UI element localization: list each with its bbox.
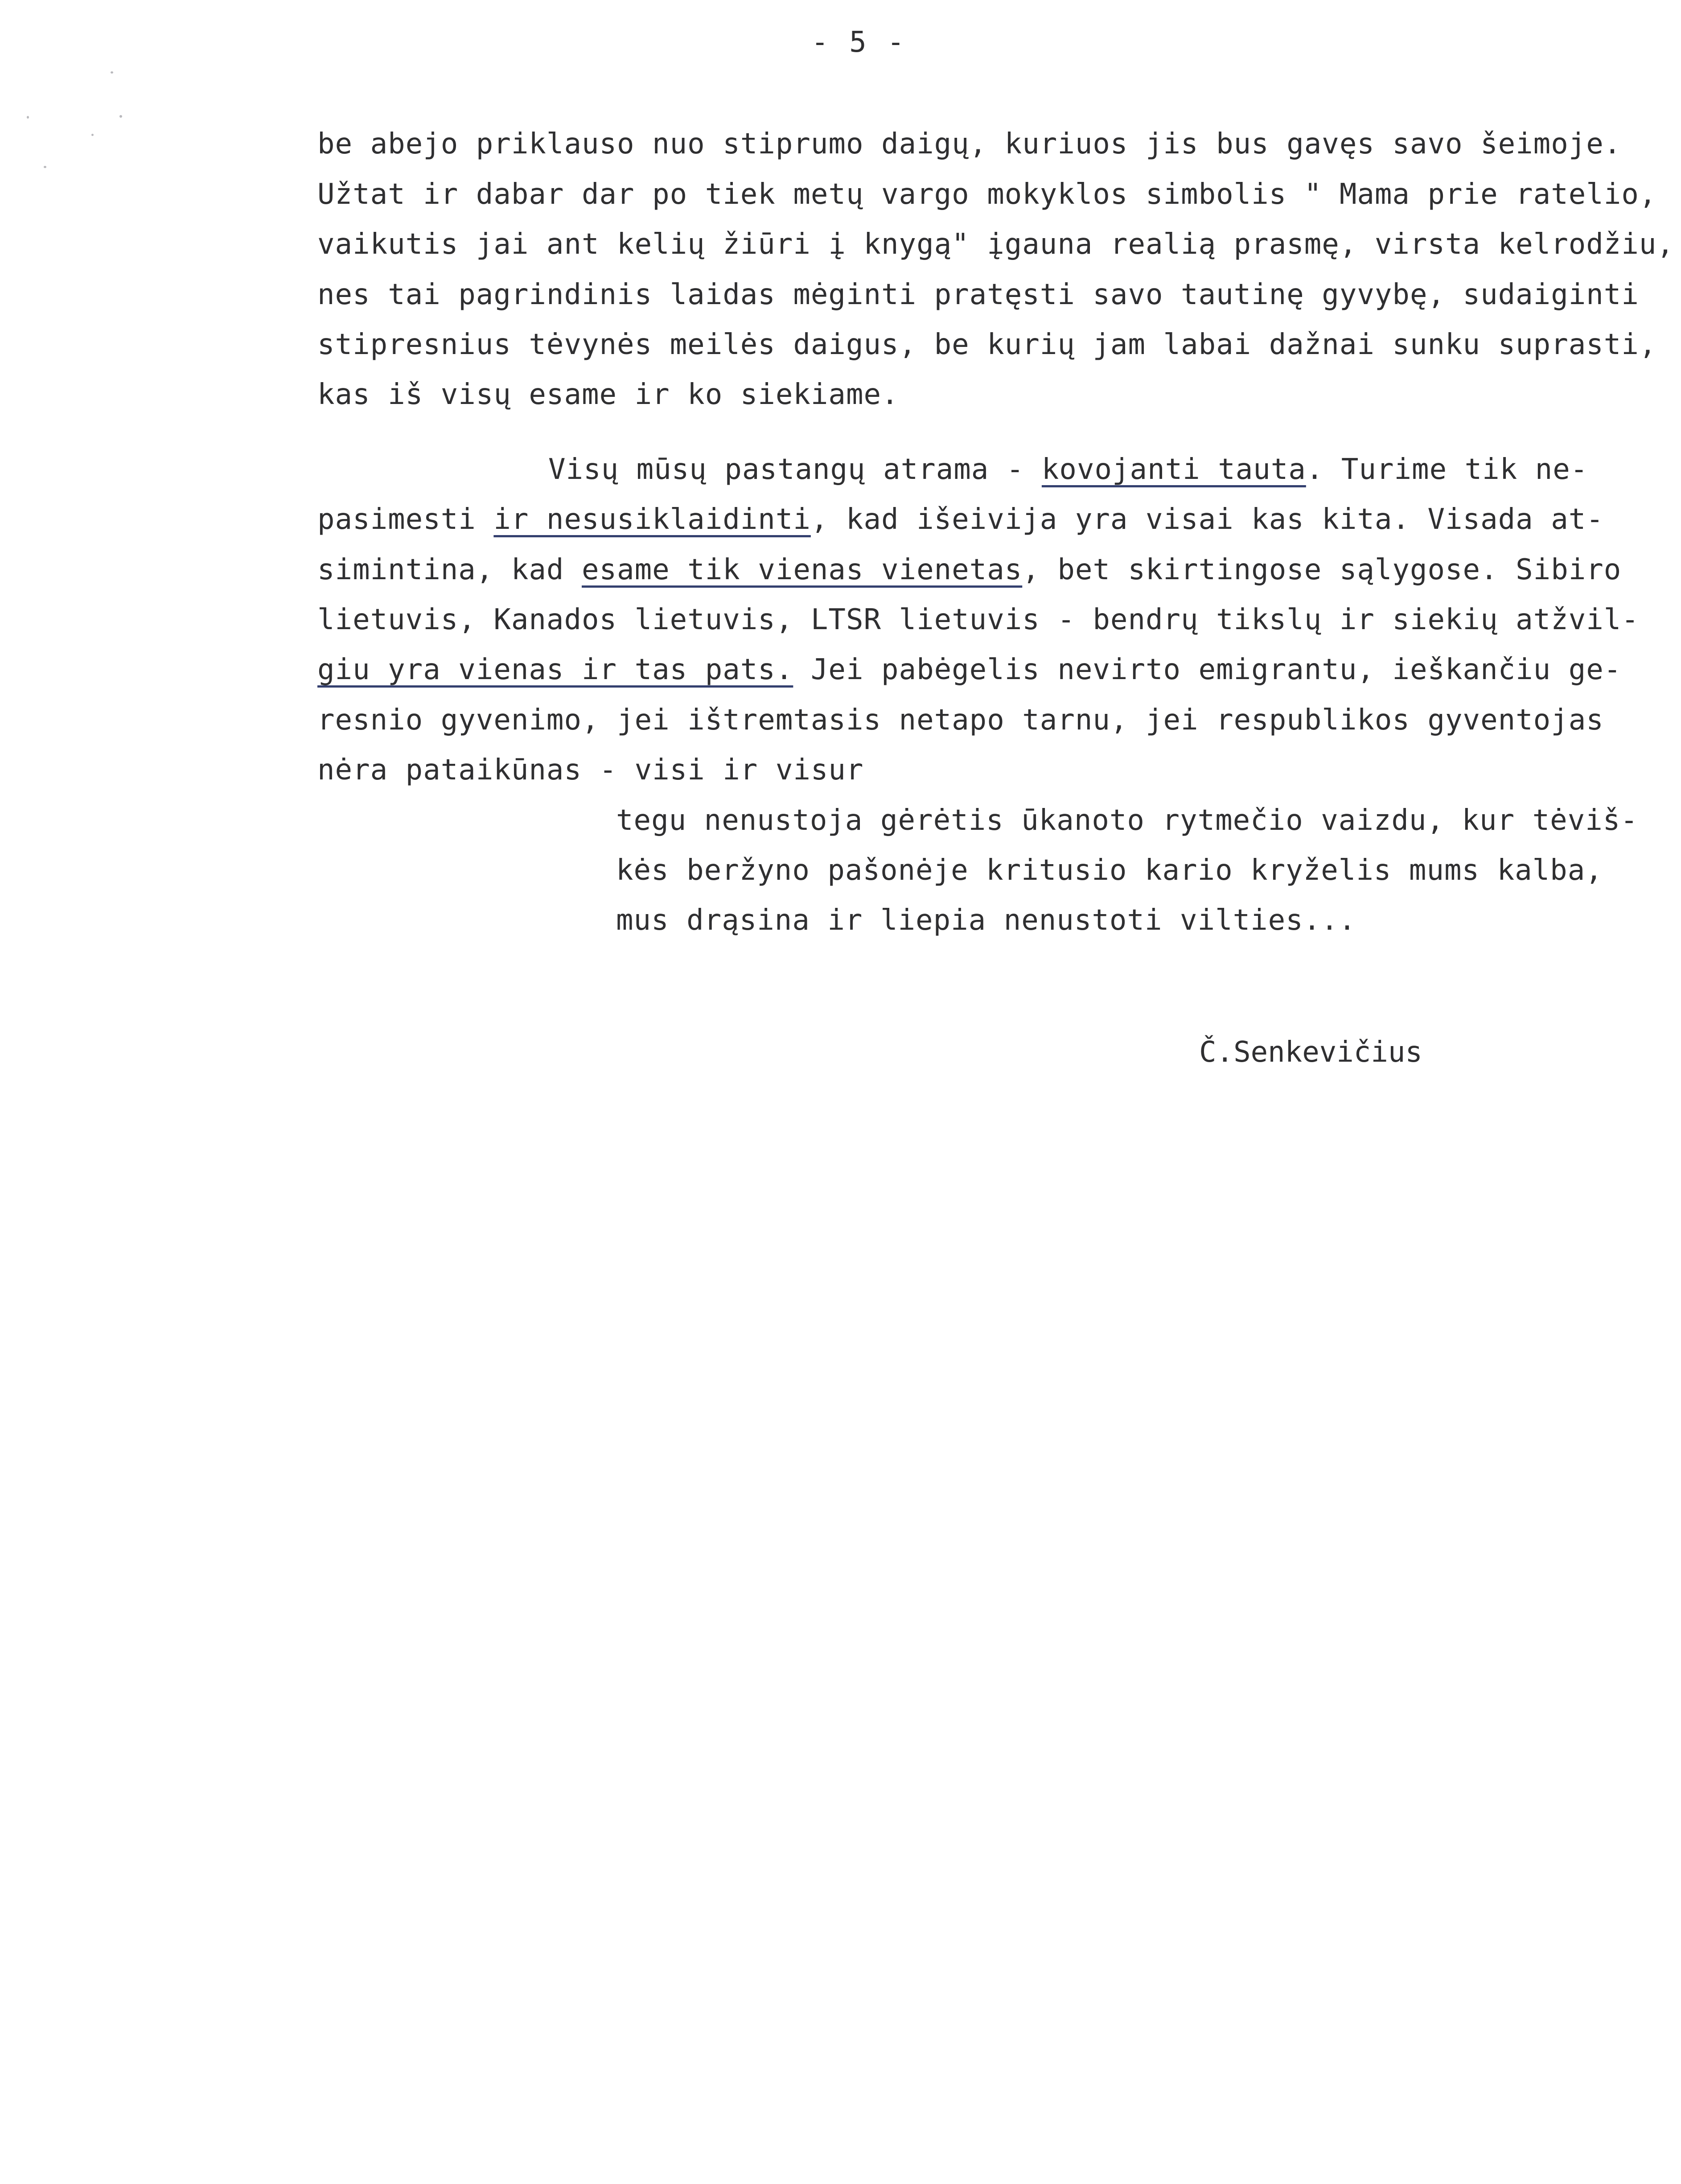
scan-speck — [44, 166, 46, 168]
paragraph-1-line-1: be abejo priklauso nuo stiprumo daigų, kuriuos jis bus gavęs savo šeimoje. — [317, 128, 1622, 161]
underlined-phrase: ir nesusiklaidinti — [493, 503, 811, 536]
scan-speck — [111, 71, 113, 74]
text-segment: , kad išeivija yra visai kas kita. Visada at- — [810, 503, 1604, 536]
paragraph-2-line-6: resnio gyvenimo, jei ištremtasis netapo tarnu, jei respublikos gyventojas — [317, 704, 1604, 737]
paragraph-2-line-7: nėra pataikūnas - visi ir visur — [317, 754, 864, 787]
page-number: - 5 - — [811, 26, 906, 59]
scan-speck — [91, 134, 94, 136]
paragraph-1-line-6: kas iš visų esame ir ko siekiame. — [317, 378, 899, 411]
text-segment: , bet skirtingose sąlygose. Sibiro — [1022, 553, 1622, 586]
paragraph-2-line-1 — [548, 452, 1588, 487]
paragraph-2-line-2 — [317, 502, 1604, 537]
underlined-phrase: kovojanti tauta — [1041, 453, 1306, 486]
quote-line-1: tegu nenustoja gėrėtis ūkanoto rytmečio vaizdu, kur tėviš- — [616, 804, 1638, 837]
text-segment: Jei pabėgelis nevirto emigrantu, ieškančiu ge- — [793, 653, 1622, 686]
quote-line-2: kės beržyno pašonėje kritusio kario kryželis mums kalba, — [616, 854, 1603, 887]
signature: Č.Senkevičius — [1199, 1036, 1422, 1069]
underlined-phrase: esame tik vienas vienetas — [581, 553, 1023, 586]
text-segment: simintina, kad — [317, 553, 582, 586]
scan-speck — [27, 116, 29, 119]
text-segment: pasimesti — [317, 503, 494, 536]
paragraph-1-line-3: vaikutis jai ant kelių žiūri į knygą" įgauna realią prasmę, virsta kelrodžiu, — [317, 228, 1674, 261]
text-segment: Visų mūsų pastangų atrama - — [548, 453, 1042, 486]
paragraph-2-line-4: lietuvis, Kanados lietuvis, LTSR lietuvis - bendrų tikslų ir siekių atžvil- — [317, 603, 1639, 636]
paragraph-2-line-5 — [317, 652, 1621, 688]
paragraph-1-line-4: nes tai pagrindinis laidas mėginti pratęsti savo tautinę gyvybę, sudaiginti — [317, 278, 1639, 311]
quote-line-3: mus drąsina ir liepia nenustoti vilties... — [616, 904, 1356, 937]
underlined-phrase: giu yra vienas ir tas pats. — [317, 653, 793, 686]
scan-speck — [119, 115, 122, 118]
paragraph-1-line-2: Užtat ir dabar dar po tiek metų vargo mokyklos simbolis " Mama prie ratelio, — [317, 178, 1657, 211]
text-segment: . Turime tik ne- — [1306, 453, 1588, 486]
paragraph-1-line-5: stipresnius tėvynės meilės daigus, be kurių jam labai dažnai sunku suprasti, — [317, 328, 1657, 361]
paragraph-2-line-3 — [317, 552, 1621, 588]
